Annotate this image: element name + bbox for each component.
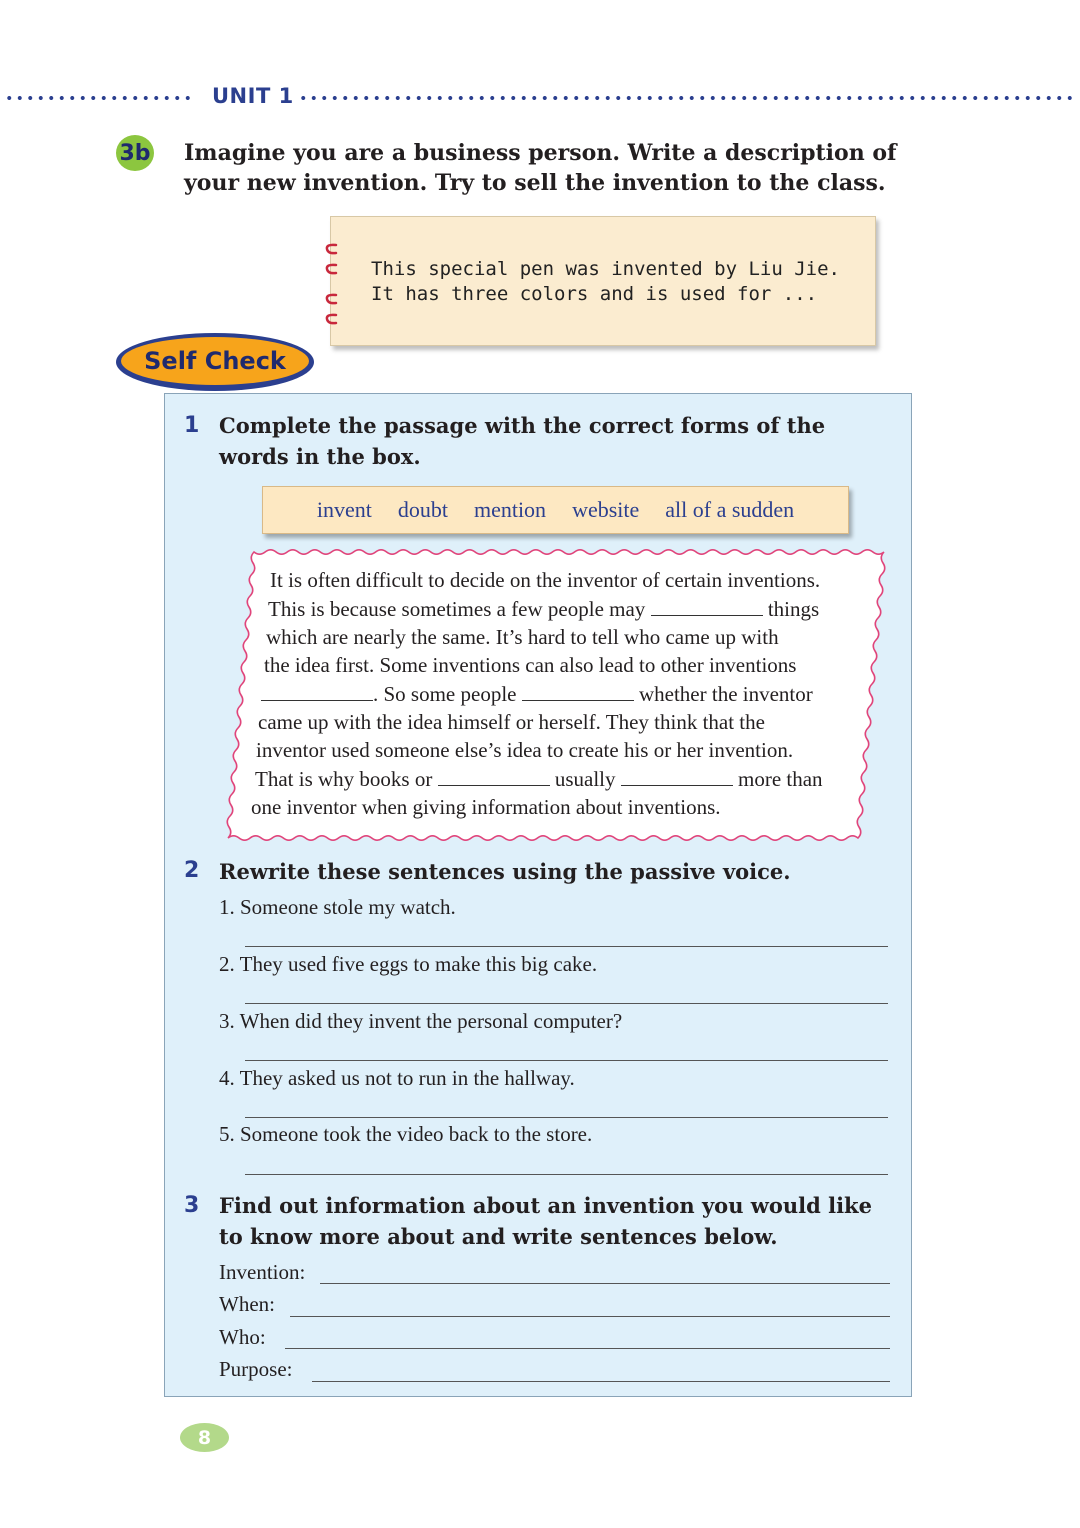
passage-line	[268, 597, 819, 622]
field-line-who[interactable]	[285, 1348, 890, 1349]
q2-item: 4. They asked us not to run in the hallway.	[219, 1066, 575, 1090]
passage-line: the idea first. Some inventions can also lead to other inventions	[264, 653, 797, 677]
task-3b-instruction: Imagine you are a business person. Write a description of your new invention. Try to sell the invention to the class.	[184, 140, 897, 196]
field-line-when[interactable]	[290, 1316, 890, 1317]
field-label-purpose: Purpose:	[219, 1357, 293, 1381]
header-dots-left	[4, 95, 194, 101]
q2-number: 2	[184, 858, 200, 883]
example-note-card	[330, 216, 876, 346]
answer-line[interactable]	[245, 1003, 888, 1004]
q1-number: 1	[184, 413, 200, 438]
passage-line: which are nearly the same. It’s hard to tell who came up with	[266, 625, 779, 649]
q2-item: 3. When did they invent the personal computer?	[219, 1009, 623, 1033]
q2-instruction: Rewrite these sentences using the passive voice.	[219, 859, 791, 884]
spiral-ring-icon	[324, 243, 338, 255]
word-box-item: mention	[473, 497, 547, 522]
field-line-purpose[interactable]	[312, 1381, 890, 1382]
passage-line-text: . So some people	[373, 682, 517, 706]
passage-line: It is often difficult to decide on the inventor of certain inventions.	[270, 568, 821, 592]
passage-line-text: That is why books or	[255, 767, 433, 791]
q2-item: 2. They used five eggs to make this big cake.	[219, 952, 598, 976]
q3-instruction: Find out information about an invention you would like to know more about and write sentences below.	[219, 1193, 872, 1249]
field-label-invention: Invention:	[219, 1260, 306, 1284]
header-dots-right	[298, 95, 1076, 101]
passage-line-text: whether the inventor	[638, 682, 813, 706]
field-line-invention[interactable]	[320, 1283, 890, 1284]
word-box	[262, 486, 849, 534]
word-box-item: website	[572, 497, 640, 522]
spiral-ring-icon	[324, 293, 338, 305]
spiral-ring-icon	[324, 263, 338, 275]
word-box-item: doubt	[397, 497, 448, 522]
q2-item: 5. Someone took the video back to the store.	[219, 1122, 593, 1146]
q1-instruction: Complete the passage with the correct forms of the words in the box.	[219, 413, 826, 469]
word-box-item: all of a sudden	[665, 497, 795, 522]
blank-field[interactable]	[522, 682, 634, 701]
example-note-text: This special pen was invented by Liu Jie. It has three colors and is used for ...	[371, 258, 840, 305]
answer-line[interactable]	[245, 1117, 888, 1118]
passage-line: one inventor when giving information about inventions.	[251, 795, 721, 819]
passage-line-text: things	[767, 597, 820, 621]
answer-line[interactable]	[245, 946, 888, 947]
page-number: 8	[180, 1423, 229, 1452]
passage-line: came up with the idea himself or herself. They think that the	[258, 710, 765, 734]
word-box-item: invent	[316, 497, 372, 522]
q2-item: 1. Someone stole my watch.	[219, 895, 456, 919]
blank-field[interactable]	[651, 597, 763, 616]
spiral-ring-icon	[324, 313, 338, 325]
passage-line	[261, 682, 813, 707]
blank-field[interactable]	[438, 767, 550, 786]
self-check-badge	[116, 333, 314, 391]
field-label-who: Who:	[219, 1325, 266, 1349]
passage-line-text: usually	[554, 767, 616, 791]
answer-line[interactable]	[245, 1060, 888, 1061]
self-check-label: Self Check	[121, 337, 309, 385]
q3-number: 3	[184, 1193, 200, 1218]
blank-field[interactable]	[621, 767, 733, 786]
blank-field[interactable]	[261, 682, 373, 701]
unit-title: UNIT 1	[212, 84, 294, 108]
task-badge-3b: 3b	[116, 135, 154, 171]
passage-line: inventor used someone else’s idea to create his or her invention.	[256, 738, 794, 762]
answer-line[interactable]	[245, 1174, 888, 1175]
passage-line-text: This is because sometimes a few people may	[268, 597, 646, 621]
field-label-when: When:	[219, 1292, 275, 1316]
passage-line-text: more than	[738, 767, 823, 791]
passage-line	[255, 767, 823, 792]
